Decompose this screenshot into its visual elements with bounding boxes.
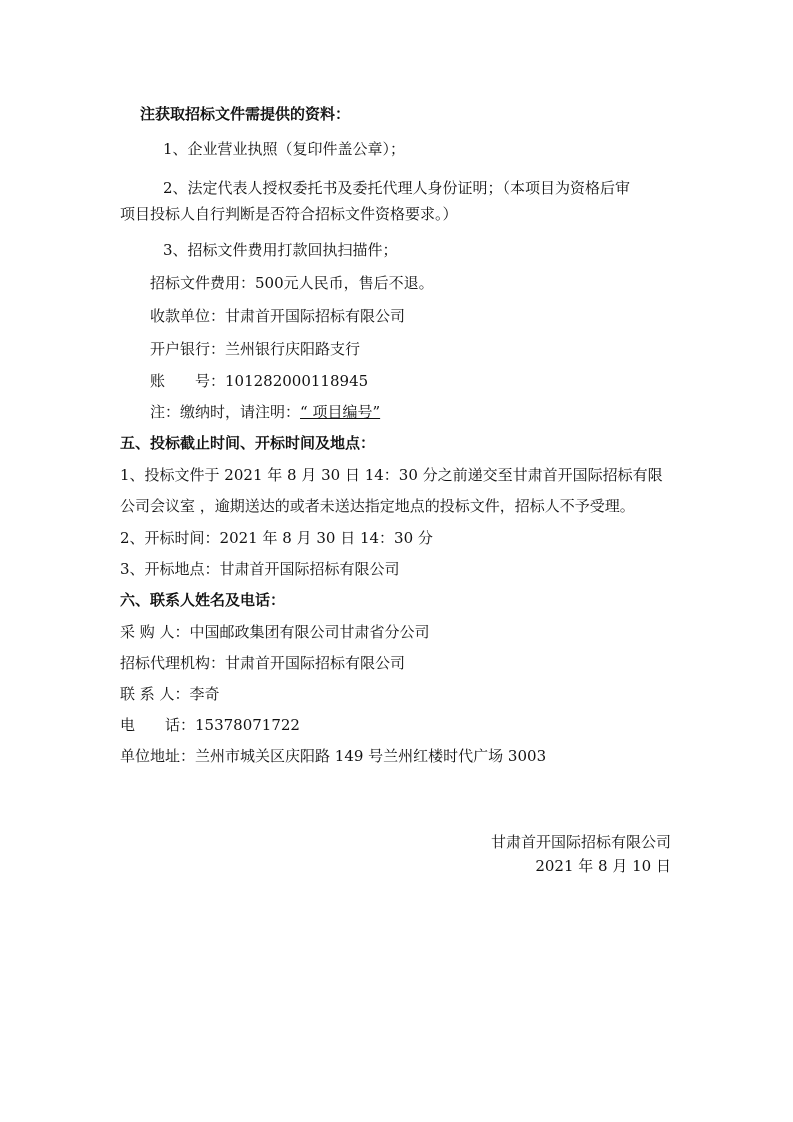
section-5-item-1-line-2: 公司会议室 ，逾期送达的或者未送达指定地点的投标文件，招标人不予受理。 — [120, 497, 635, 515]
bank-line: 开户银行：兰州银行庆阳路支行 — [150, 340, 361, 358]
section-6-heading: 六、联系人姓名及电话： — [120, 591, 286, 609]
materials-item-3: 3、招标文件费用打款回执扫描件； — [163, 241, 398, 259]
section-5-item-2: 2、开标时间：2021 年 8 月 30 日 14：30 分 — [120, 529, 433, 547]
phone-line: 电 话：15378071722 — [120, 716, 300, 734]
agency-line: 招标代理机构：甘肃首开国际招标有限公司 — [120, 654, 406, 672]
materials-heading: 注获取招标文件需提供的资料： — [140, 105, 351, 123]
purchaser-line: 采 购 人：中国邮政集团有限公司甘肃省分公司 — [120, 623, 430, 641]
payee-line: 收款单位：甘肃首开国际招标有限公司 — [150, 307, 406, 325]
materials-item-2-line-1: 2、法定代表人授权委托书及委托代理人身份证明；（本项目为资格后审 — [163, 179, 631, 197]
address-line: 单位地址：兰州市城关区庆阳路 149 号兰州红楼时代广场 3003 — [120, 747, 547, 765]
contact-line: 联 系 人：李奇 — [120, 685, 220, 703]
note-value: “ 项目编号” — [300, 403, 381, 421]
signature-date: 2021 年 8 月 10 日 — [535, 857, 671, 875]
section-5-heading: 五、投标截止时间、开标时间及地点： — [120, 434, 376, 452]
fee-line: 招标文件费用：500元人民币，售后不退。 — [150, 274, 434, 292]
note-line — [150, 402, 380, 422]
section-5-item-1-line-1: 1、投标文件于 2021 年 8 月 30 日 14：30 分之前递交至甘肃首开国际招标有限 — [120, 466, 663, 484]
materials-item-1: 1、企业营业执照（复印件盖公章）； — [163, 140, 406, 158]
note-prefix: 注：缴纳时，请注明： — [150, 403, 301, 421]
account-line: 账 号：101282000118945 — [150, 372, 369, 390]
signature-company: 甘肃首开国际招标有限公司 — [490, 833, 671, 851]
materials-item-2-line-2: 项目投标人自行判断是否符合招标文件资格要求。） — [120, 205, 458, 223]
section-5-item-3: 3、开标地点：甘肃首开国际招标有限公司 — [120, 560, 400, 578]
